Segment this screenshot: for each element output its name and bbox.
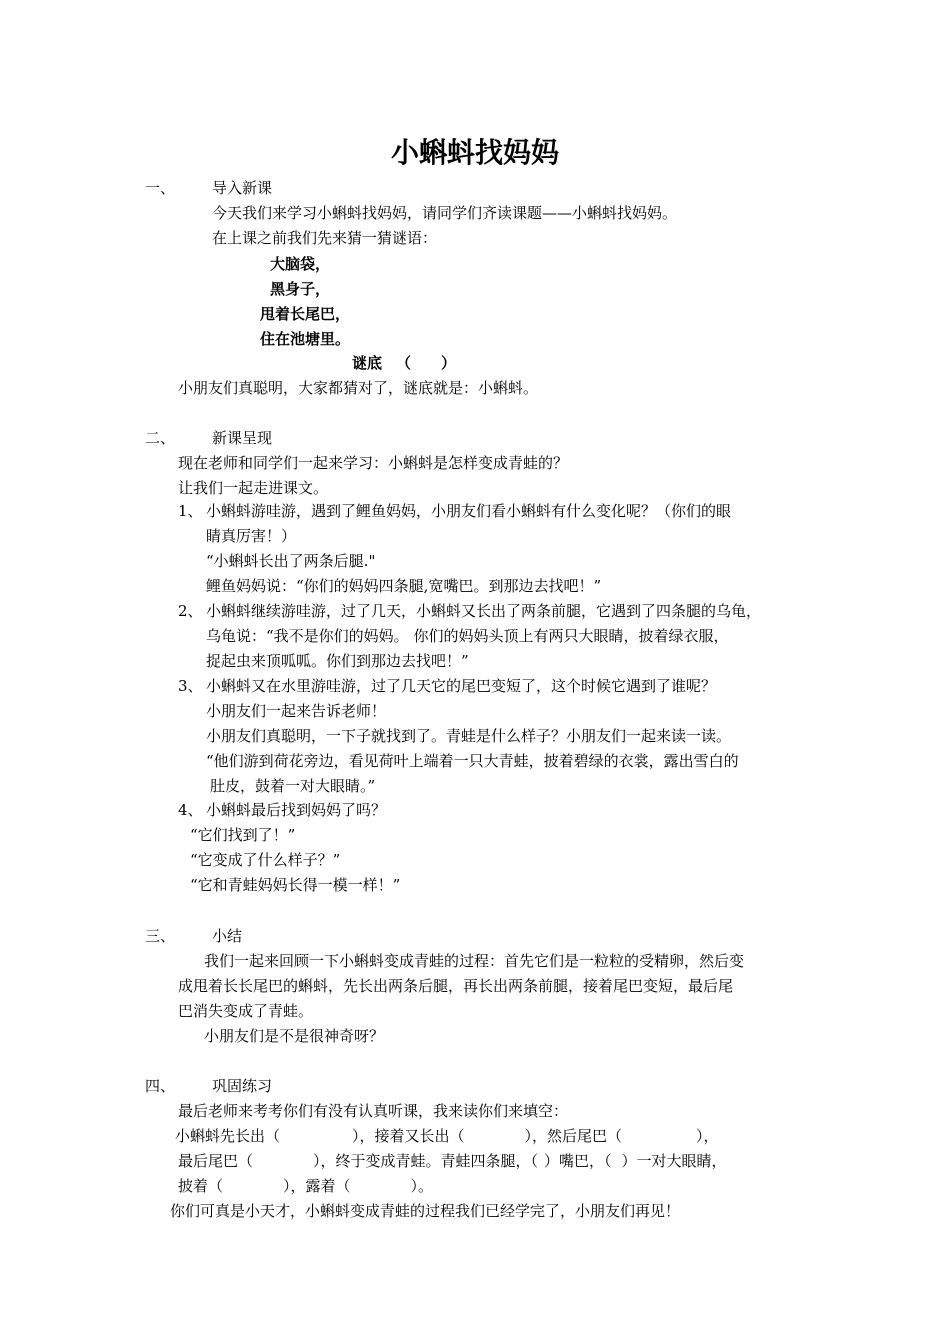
list-item-text: 肚皮，鼓着一对大眼睛。” [210,777,376,795]
fill-in-text: ）。 [410,1177,434,1195]
fill-in-text: ）， [696,1127,719,1145]
list-item-text: “他们游到荷花旁边，看见荷叶上端着一只大青蛙，披着碧绿的衣裳，露出雪白的 [206,752,739,770]
riddle-answer-label: 谜底 [352,354,383,372]
section-1-number: 一、 [145,179,176,197]
fill-in-line [178,1176,433,1196]
paragraph: 现在老师和同学们一起来学习：小蝌蚪是怎样变成青蛙的？ [178,454,569,472]
fill-in-text: ）一对大眼睛， [621,1152,727,1170]
section-4-heading: 巩固练习 [212,1077,273,1095]
paragraph: 我们一起来回顾一下小蝌蚪变成青蛙的过程：首先它们是一粒粒的受精卵，然后变 [204,952,745,970]
paragraph: 成甩着长长尾巴的蝌蚪，先长出两条后腿，再长出两条前腿，接着尾巴变短，最后尾 [178,977,734,995]
list-item-text: 捉起虫来顶呱呱。你们到那边去找吧！” [206,652,469,670]
list-item-text: “它们找到了！” [190,826,296,844]
section-3-heading: 小结 [212,927,243,945]
list-item-text: 小朋友们真聪明，一下子就找到了。青蛙是什么样子？小朋友们一起来读一读。 [206,727,732,745]
list-item-text: 乌龟说：“我不是你们的妈妈。 你们的妈妈头顶上有两只大眼睛，披着绿衣服， [206,627,729,645]
paragraph: 巴消失变成了青蛙。 [178,1002,314,1020]
fill-in-line [178,1151,727,1171]
riddle-line: 大脑袋， [270,255,331,273]
riddle-line: 甩着长尾巴， [260,305,351,323]
paragraph: 让我们一起走进课文。 [178,479,329,497]
paragraph: 今天我们来学习小蝌蚪找妈妈，请同学们齐读课题——小蝌蚪找妈妈。 [212,204,678,222]
list-number: 4、 [178,801,203,819]
section-2-number: 二、 [145,429,176,447]
section-1-heading: 导入新课 [212,179,273,197]
list-item-text: 小蝌蚪最后找到妈妈了吗？ [206,801,387,819]
fill-in-text: ），然后尾巴（ [524,1127,623,1145]
section-2-heading: 新课呈现 [212,429,273,447]
list-item-text: 鲤鱼妈妈说：“你们的妈妈四条腿,宽嘴巴。到那边去找吧！” [206,577,602,595]
list-item-text: 小蝌蚪继续游哇游，过了几天，小蝌蚪又长出了两条前腿，它遇到了四条腿的乌龟， [206,602,762,620]
section-3-number: 三、 [145,927,176,945]
riddle-line: 黑身子， [270,280,331,298]
fill-in-text: 小蝌蚪先长出（ [175,1127,281,1145]
paragraph: 小朋友们是不是很神奇呀？ [204,1027,385,1045]
paragraph: 小朋友们真聪明，大家都猜对了，谜底就是：小蝌蚪。 [178,379,539,397]
fill-in-text: ），终于变成青蛙。青蛙四条腿，（ [313,1152,539,1170]
document-title: 小蝌蚪找妈妈 [390,136,559,169]
paragraph: 在上课之前我们先来猜一猜谜语： [212,229,438,247]
fill-in-line [175,1126,719,1146]
list-number: 1、 [178,502,203,520]
list-item-text: “它和青蛙妈妈长得一模一样！” [190,876,401,894]
fill-in-text: ），露着（ [283,1177,351,1195]
list-item-text: 小朋友们一起来告诉老师！ [206,702,387,720]
list-item-text: 睛真厉害！） [206,527,297,545]
riddle-answer-blank: （ ） [396,354,457,372]
section-4-number: 四、 [145,1077,176,1095]
fill-in-text: ）嘴巴，（ [544,1152,612,1170]
fill-in-text: 披着（ [178,1177,224,1195]
riddle-line: 住在池塘里。 [260,330,351,348]
fill-in-text: ），接着又长出（ [352,1127,465,1145]
list-item-text: 小蝌蚪游哇游，遇到了鲤鱼妈妈，小朋友们看小蝌蚪有什么变化呢？（你们的眼 [206,502,732,520]
list-number: 3、 [178,677,203,695]
list-number: 2、 [178,602,203,620]
fill-in-text: 最后尾巴（ [178,1152,254,1170]
closing-paragraph: 你们可真是小天才，小蝌蚪变成青蛙的过程我们已经学完了，小朋友们再见！ [170,1202,681,1220]
list-item-text: 小蝌蚪又在水里游哇游，过了几天它的尾巴变短了，这个时候它遇到了谁呢？ [206,677,717,695]
list-item-text: “小蝌蚪长出了两条后腿." [206,552,376,570]
list-item-text: “它变成了什么样子？” [190,851,341,869]
paragraph: 最后老师来考考你们有没有认真听课，我来读你们来填空： [178,1102,569,1120]
